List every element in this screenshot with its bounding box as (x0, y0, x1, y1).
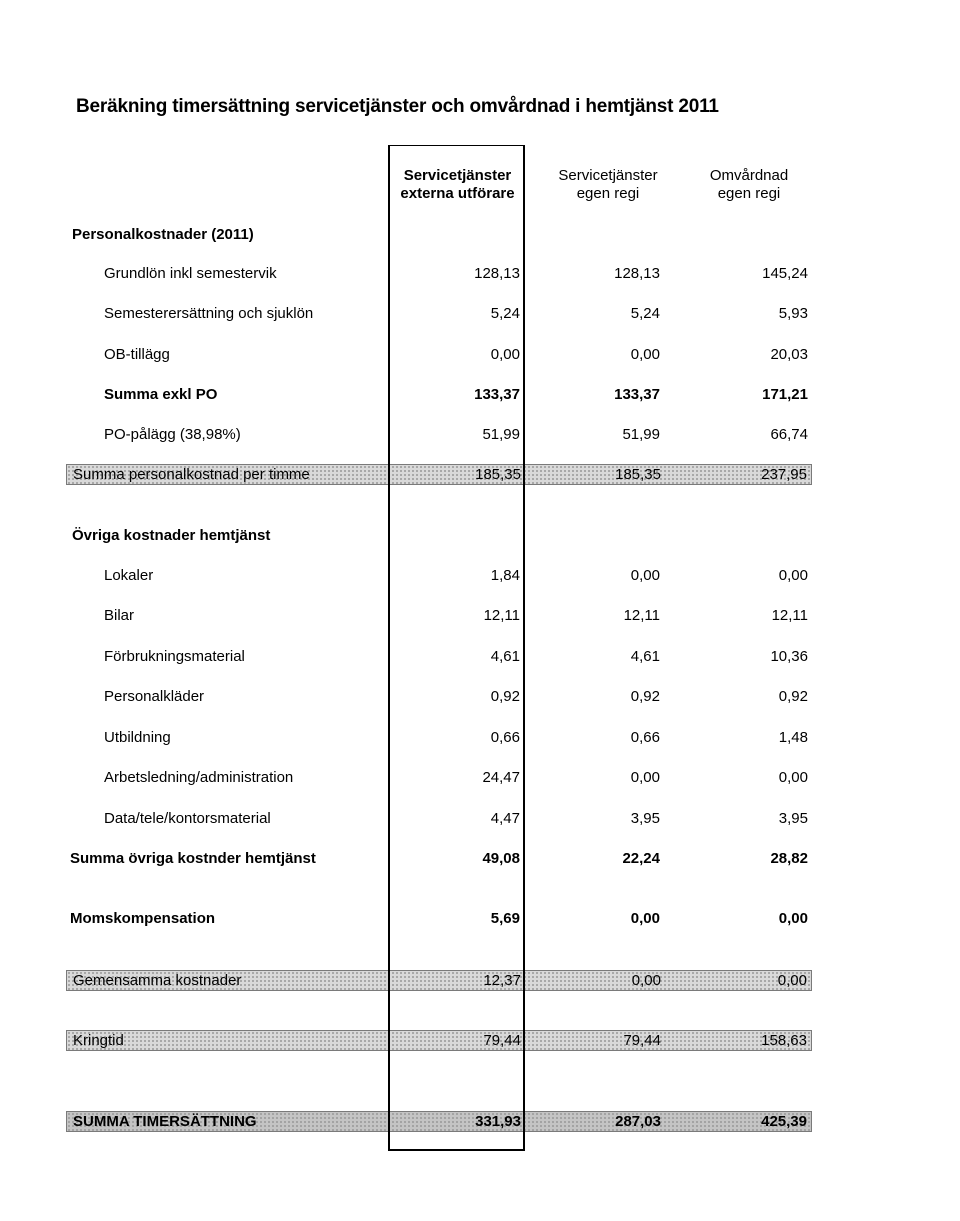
row-label: OB-tillägg (104, 346, 170, 363)
value-service-egen: 287,03 (615, 1113, 661, 1130)
value-omvardnad: 237,95 (761, 466, 807, 483)
column-header-line2: externa utförare (400, 185, 515, 202)
value-omvardnad: 10,36 (770, 648, 808, 665)
row-label: PO-pålägg (38,98%) (104, 426, 241, 443)
value-externa: 0,00 (490, 346, 520, 363)
value-externa: 12,37 (483, 972, 521, 989)
value-externa: 0,66 (490, 729, 520, 746)
value-service-egen: 5,24 (630, 305, 660, 322)
section-heading-personalkostnader: Personalkostnader (2011) (72, 226, 254, 243)
table-row (0, 688, 960, 708)
table-row (0, 810, 960, 830)
value-externa: 5,69 (490, 910, 520, 927)
value-externa: 4,47 (490, 810, 520, 827)
value-service-egen: 0,00 (630, 567, 660, 584)
row-label: Lokaler (104, 567, 154, 584)
value-externa: 5,24 (490, 305, 520, 322)
page-title: Beräkning timersättning servicetjänster och omvårdnad i hemtjänst 2011 (76, 96, 719, 117)
value-omvardnad: 20,03 (770, 346, 808, 363)
column-header-line2: egen regi (717, 185, 781, 202)
value-omvardnad: 145,24 (762, 265, 808, 282)
value-externa: 133,37 (474, 386, 520, 403)
row-gemensamma-kostnader (66, 970, 812, 991)
row-label: Arbetsledning/administration (104, 769, 294, 786)
row-label: Semesterersättning och sjuklön (104, 305, 314, 322)
value-omvardnad: 28,82 (770, 850, 808, 867)
value-externa: 0,92 (490, 688, 520, 705)
value-externa: 185,35 (475, 466, 521, 483)
column-header-line2: egen regi (576, 185, 640, 202)
row-label: Personalkläder (104, 688, 205, 705)
value-omvardnad: 158,63 (761, 1032, 807, 1049)
column-header-omvardnad-egen-regi (684, 167, 814, 203)
value-service-egen: 185,35 (615, 466, 661, 483)
value-omvardnad: 0,00 (778, 769, 808, 786)
value-omvardnad: 0,00 (778, 567, 808, 584)
value-service-egen: 128,13 (614, 265, 660, 282)
total-row-ovriga-kostnader (0, 850, 960, 870)
value-service-egen: 0,66 (630, 729, 660, 746)
value-externa: 24,47 (482, 769, 520, 786)
value-externa: 12,11 (483, 607, 520, 624)
table-row (0, 265, 960, 285)
row-label: Förbrukningsmaterial (104, 648, 245, 665)
table-row (0, 607, 960, 627)
value-omvardnad: 3,95 (778, 810, 808, 827)
value-service-egen: 0,00 (630, 769, 660, 786)
value-service-egen: 0,00 (630, 910, 660, 927)
row-label: Utbildning (104, 729, 171, 746)
row-label: Data/tele/kontorsmaterial (104, 810, 271, 827)
row-kringtid (66, 1030, 812, 1051)
row-summa-timersattning (66, 1111, 812, 1132)
value-service-egen: 133,37 (614, 386, 660, 403)
table-row (0, 567, 960, 587)
value-service-egen: 0,00 (631, 972, 661, 989)
total-row-personalkostnad (66, 464, 812, 485)
value-service-egen: 0,92 (630, 688, 660, 705)
row-label: Summa övriga kostnder hemtjänst (70, 850, 316, 867)
value-service-egen: 3,95 (630, 810, 660, 827)
value-service-egen: 0,00 (630, 346, 660, 363)
value-service-egen: 4,61 (630, 648, 660, 665)
column-header-service-egen-regi (540, 167, 676, 203)
row-label: Gemensamma kostnader (73, 972, 242, 989)
value-omvardnad: 0,00 (777, 972, 807, 989)
table-row (0, 426, 960, 446)
row-label: Summa exkl PO (104, 386, 218, 403)
value-service-egen: 79,44 (623, 1032, 661, 1049)
value-omvardnad: 0,92 (778, 688, 808, 705)
column-header-line1: Servicetjänster (558, 167, 658, 184)
subtotal-row (0, 386, 960, 406)
value-externa: 1,84 (490, 567, 520, 584)
value-service-egen: 51,99 (622, 426, 660, 443)
value-omvardnad: 66,74 (770, 426, 808, 443)
value-omvardnad: 12,11 (771, 607, 808, 624)
row-label: Momskompensation (70, 910, 216, 927)
value-service-egen: 12,11 (623, 607, 660, 624)
table-row (0, 729, 960, 749)
column-header-line1: Servicetjänster (403, 167, 512, 184)
row-label: Kringtid (73, 1032, 124, 1049)
value-externa: 49,08 (482, 850, 520, 867)
column-header-line1: Omvårdnad (709, 167, 789, 184)
row-label: Bilar (104, 607, 135, 624)
value-omvardnad: 0,00 (778, 910, 808, 927)
column-header-externa (392, 167, 523, 203)
value-externa: 79,44 (483, 1032, 521, 1049)
value-omvardnad: 171,21 (762, 386, 808, 403)
table-row (0, 346, 960, 366)
table-row (0, 648, 960, 668)
value-omvardnad: 5,93 (778, 305, 808, 322)
row-momskompensation (0, 910, 960, 930)
value-omvardnad: 425,39 (761, 1113, 807, 1130)
value-omvardnad: 1,48 (778, 729, 808, 746)
value-externa: 331,93 (475, 1113, 521, 1130)
row-label: SUMMA TIMERSÄTTNING (73, 1113, 257, 1130)
value-externa: 128,13 (474, 265, 520, 282)
value-externa: 51,99 (482, 426, 520, 443)
value-service-egen: 22,24 (622, 850, 660, 867)
table-row (0, 305, 960, 325)
value-externa: 4,61 (490, 648, 520, 665)
table-row (0, 769, 960, 789)
row-label: Summa personalkostnad per timme (73, 466, 310, 483)
section-heading-ovriga-kostnader: Övriga kostnader hemtjänst (72, 527, 271, 544)
row-label: Grundlön inkl semestervik (104, 265, 277, 282)
